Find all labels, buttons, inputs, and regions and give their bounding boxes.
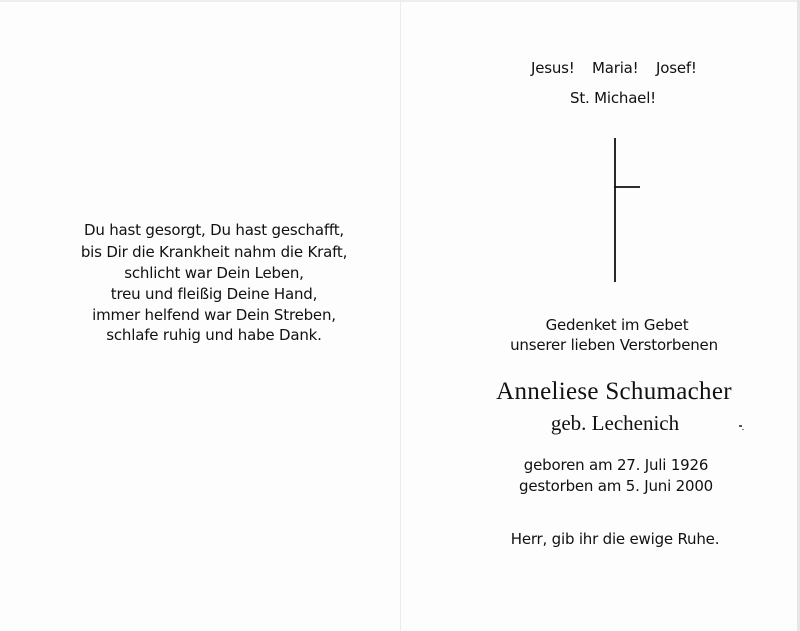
invocation-josef: Josef! <box>656 59 697 77</box>
maiden-name: geb. Lechenich <box>550 411 680 435</box>
birth-date: geboren am 27. Juli 1926 <box>523 456 709 474</box>
card-fold-line <box>400 0 401 631</box>
prayer-line: Herr, gib ihr die ewige Ruhe. <box>510 530 720 548</box>
deceased-name: Anneliese Schumacher <box>496 378 732 405</box>
print-speck <box>739 425 742 427</box>
invocation-maria: Maria! <box>592 59 639 77</box>
print-speck-small <box>742 429 744 430</box>
poem-line-1: Du hast gesorgt, Du hast geschafft, <box>83 221 345 239</box>
death-date: gestorben am 5. Juni 2000 <box>518 477 714 495</box>
invocation-st-michael: St. Michael! <box>569 89 657 107</box>
invocation-jesus: Jesus! <box>531 59 575 77</box>
poem-line-2: bis Dir die Krankheit nahm die Kraft, <box>80 243 348 261</box>
poem-line-6: schlafe ruhig und habe Dank. <box>106 326 322 344</box>
cross-icon <box>614 138 670 284</box>
poem-line-3: schlicht war Dein Leben, <box>124 264 304 282</box>
remember-line-2: unserer lieben Verstorbenen <box>510 336 718 354</box>
remember-line-1: Gedenket im Gebet <box>545 316 689 334</box>
poem-line-4: treu und fleißig Deine Hand, <box>110 285 318 303</box>
poem-line-5: immer helfend war Dein Streben, <box>92 306 336 324</box>
